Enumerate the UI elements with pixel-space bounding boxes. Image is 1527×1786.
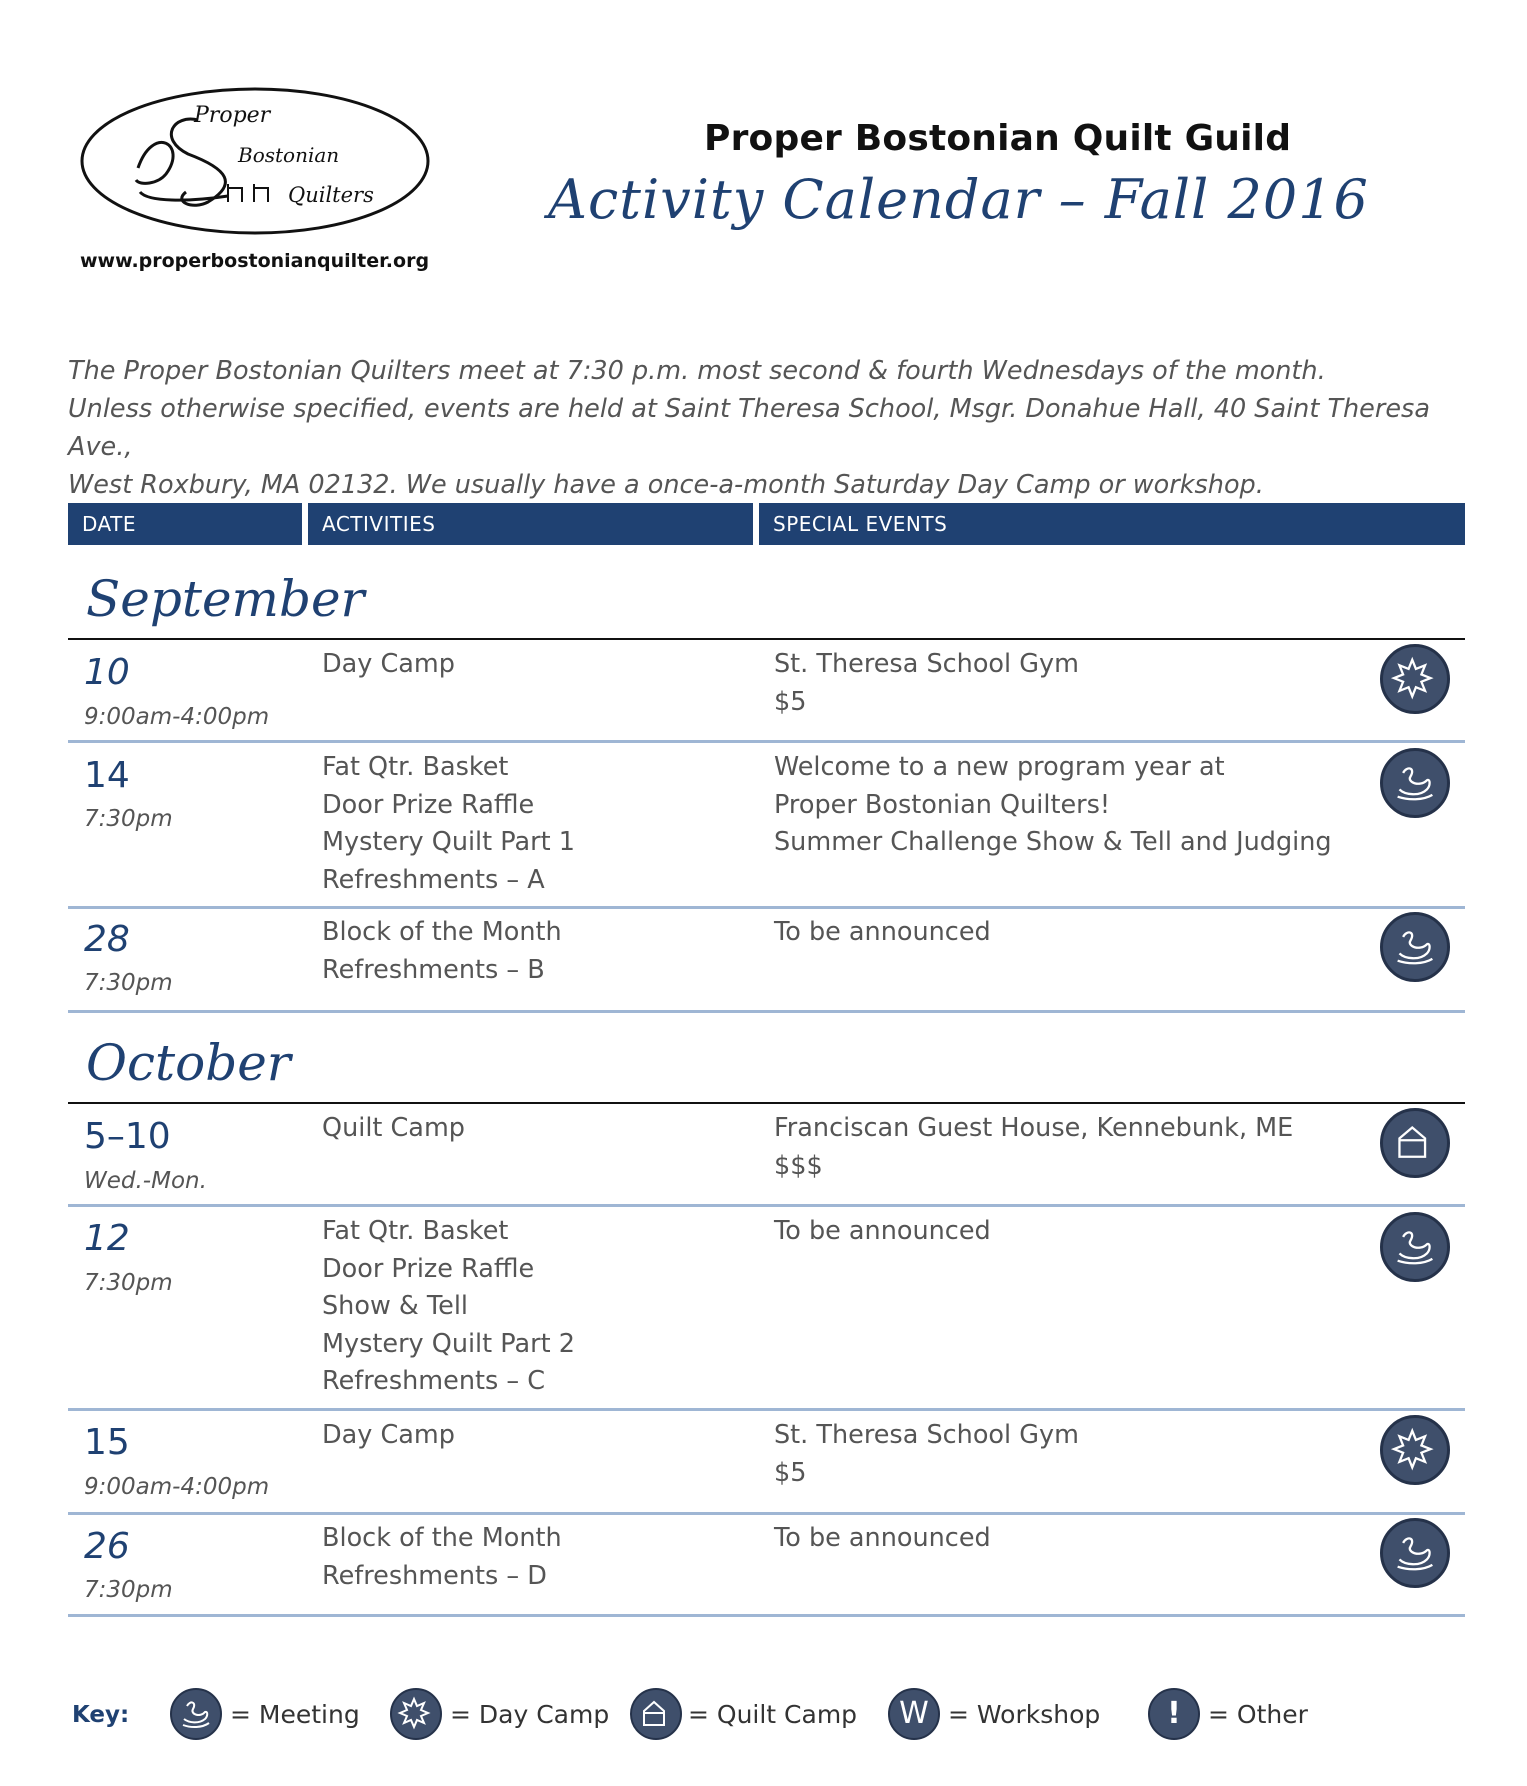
event-activities — [322, 1110, 742, 1148]
event-activities — [322, 646, 742, 684]
day-camp-icon — [1380, 644, 1450, 714]
meeting-icon — [1380, 912, 1450, 982]
table-header — [68, 503, 1465, 545]
event-activities — [322, 1520, 742, 1595]
legend-label: Key: — [72, 1702, 130, 1728]
activity-item: Fat Qtr. Basket — [322, 752, 509, 782]
special-item: $5 — [774, 686, 807, 717]
event-date: 28 — [84, 919, 130, 960]
page-title: Activity Calendar – Fall 2016 — [548, 168, 1369, 231]
event-special — [774, 1520, 1334, 1558]
legend-text: = Quilt Camp — [688, 1700, 858, 1729]
event-activities — [322, 1417, 742, 1455]
event-activities — [322, 749, 742, 899]
event-activities — [322, 914, 742, 989]
activity-item: Refreshments – C — [322, 1366, 546, 1396]
row-divider — [68, 906, 1465, 909]
activity-item: Refreshments – D — [322, 1560, 547, 1591]
event-special — [774, 914, 1334, 952]
row-divider — [68, 1512, 1465, 1515]
month-divider — [68, 1102, 1465, 1104]
activity-item: Fat Qtr. Basket — [322, 1216, 509, 1246]
special-item: To be announced — [774, 1216, 991, 1246]
special-item: $$$ — [774, 1150, 823, 1181]
event-special — [774, 1417, 1334, 1492]
other-glyph: ! — [1167, 1696, 1181, 1731]
row-divider — [68, 1010, 1465, 1013]
meeting-icon — [170, 1688, 222, 1740]
activity-item: Quilt Camp — [322, 1113, 465, 1143]
row-divider — [68, 740, 1465, 743]
event-date: 26 — [84, 1526, 130, 1567]
legend-text: = Other — [1208, 1700, 1308, 1729]
svg-text:Quilters: Quilters — [288, 183, 374, 207]
special-item: Summer Challenge Show & Tell and Judging — [774, 827, 1332, 857]
legend-text: = Meeting — [230, 1700, 360, 1729]
activity-item: Block of the Month — [322, 917, 562, 947]
special-item: $5 — [774, 1457, 807, 1488]
event-date: 12 — [84, 1218, 130, 1259]
day-camp-icon — [390, 1688, 442, 1740]
legend-text: = Day Camp — [450, 1700, 610, 1729]
event-special — [774, 1213, 1334, 1251]
special-item: St. Theresa School Gym — [774, 649, 1079, 679]
special-item: To be announced — [774, 917, 991, 947]
intro-paragraph — [68, 352, 1468, 504]
event-time: 7:30pm — [84, 1577, 173, 1603]
event-date: 15 — [84, 1422, 130, 1463]
activity-item: Door Prize Raffle — [322, 1253, 535, 1284]
workshop-glyph: W — [899, 1696, 929, 1731]
special-item: St. Theresa School Gym — [774, 1420, 1079, 1450]
row-divider — [68, 1408, 1465, 1411]
activity-item: Block of the Month — [322, 1523, 562, 1553]
legend — [0, 1688, 1527, 1748]
row-divider — [68, 1204, 1465, 1207]
event-time: 9:00am-4:00pm — [84, 1474, 270, 1500]
intro-line: The Proper Bostonian Quilters meet at 7:30 p.m. most second & fourth Wednesdays of the month. — [68, 356, 1326, 386]
workshop-icon — [888, 1688, 940, 1740]
activity-item: Door Prize Raffle — [322, 789, 535, 820]
event-date: 5–10 — [84, 1116, 171, 1157]
event-time: 7:30pm — [84, 970, 173, 996]
event-time: 7:30pm — [84, 806, 173, 832]
quilt-camp-icon — [1380, 1108, 1450, 1178]
event-time: Wed.-Mon. — [84, 1168, 207, 1194]
special-item: Proper Bostonian Quilters! — [774, 789, 1111, 820]
svg-text:Proper: Proper — [194, 103, 271, 128]
event-date: 10 — [84, 652, 130, 693]
event-time: 9:00am-4:00pm — [84, 704, 270, 730]
activity-item: Show & Tell — [322, 1291, 469, 1321]
event-activities — [322, 1213, 742, 1401]
event-date: 14 — [84, 755, 130, 796]
meeting-icon — [1380, 1212, 1450, 1282]
svg-text:Bostonian: Bostonian — [238, 143, 340, 167]
intro-line: West Roxbury, MA 02132. We usually have a once-a-month Saturday Day Camp or workshop. — [68, 470, 1264, 500]
activity-item: Day Camp — [322, 649, 455, 679]
special-item: Welcome to a new program year at — [774, 752, 1225, 782]
special-item: To be announced — [774, 1523, 991, 1553]
activity-item: Day Camp — [322, 1420, 455, 1450]
month-heading-september: September — [86, 570, 365, 628]
event-special — [774, 1110, 1334, 1185]
meeting-icon — [1380, 1518, 1450, 1588]
intro-line: Unless otherwise specified, events are held at Saint Theresa School, Msgr. Donahue Hall, 40 Saint Theresa Ave., — [68, 394, 1430, 462]
column-header-special-events: SPECIAL EVENTS — [759, 503, 1465, 545]
activity-item: Mystery Quilt Part 2 — [322, 1328, 575, 1359]
row-divider — [68, 1614, 1465, 1617]
event-time: 7:30pm — [84, 1270, 173, 1296]
column-header-date: DATE — [68, 503, 302, 545]
column-header-activities: ACTIVITIES — [308, 503, 753, 545]
guild-logo — [78, 84, 433, 238]
website-link[interactable]: www.properbostonianquilter.org — [80, 250, 430, 272]
legend-text: = Workshop — [948, 1700, 1101, 1729]
special-item: Franciscan Guest House, Kennebunk, ME — [774, 1113, 1294, 1143]
org-title: Proper Bostonian Quilt Guild — [704, 118, 1292, 159]
other-icon — [1148, 1688, 1200, 1740]
activity-item: Refreshments – B — [322, 954, 545, 985]
activity-item: Mystery Quilt Part 1 — [322, 827, 575, 857]
month-heading-october: October — [86, 1034, 291, 1092]
month-divider — [68, 638, 1465, 640]
event-special — [774, 749, 1334, 862]
activity-item: Refreshments – A — [322, 864, 545, 895]
day-camp-icon — [1380, 1415, 1450, 1485]
quilt-camp-icon — [630, 1688, 682, 1740]
meeting-icon — [1380, 748, 1450, 818]
event-special — [774, 646, 1334, 721]
